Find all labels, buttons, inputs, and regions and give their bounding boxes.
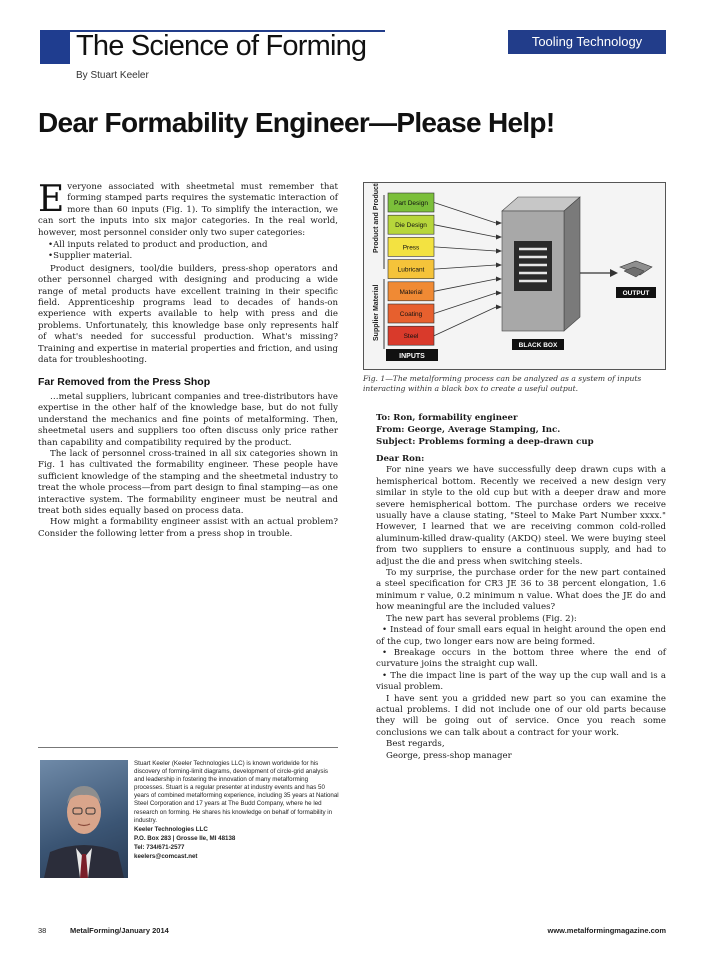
bio-text: Stuart Keeler (Keeler Technologies LLC) is known worldwide for his discovery of forming-limit diagrams, development of circle-grid analysis and leadership in fostering the innovation of many metalforming processes. Stuart is a regular presenter at industry events and has 50 years of combined metalforming experience, including 35 years at National Steel Corporation and 17 years at The Budd Company, where he led research on forming. He shares his knowledge on behalf of formability in industry.	[134, 760, 339, 824]
input-arrowhead	[496, 249, 502, 254]
inputs-label: INPUTS	[399, 353, 425, 360]
input-box-label: Coating	[399, 311, 423, 318]
page-number: 38	[38, 926, 47, 935]
figure-1	[363, 182, 666, 370]
header-color-block	[40, 30, 70, 64]
dropcap: E	[38, 179, 65, 220]
group-label-product: Product and Production	[373, 183, 380, 253]
input-connector	[434, 279, 496, 291]
letter-bullet: • The die impact line is part of the way up the cup wall and is a visual problem.	[376, 670, 666, 693]
bio-email: keelers@comcast.net	[134, 853, 198, 861]
input-box-label: Die Design	[395, 222, 427, 230]
letter-paragraph: For nine years we have successfully deep drawn cups with a hemispherical bottom. Recently we received a new design very similar in style to the old cup but with a deeper draw and more severe hemispherical bottom. The purchase orders we receive usually have a clause stating, "Steel to Make Part Number xxxx." However, I learned that we are receiving common cold-rolled aluminum-killed draw-quality (AKDQ) steel. We were buying steel from two suppliers to ensure a continuous supply, and had to adjust the die and press when switching steels.	[376, 465, 666, 567]
section-title: The Science of Forming	[76, 30, 367, 62]
letter-paragraph: The new part has several problems (Fig. 2):	[386, 613, 577, 624]
body-paragraph: The lack of personnel cross-trained in all six categories shown in Fig. 1 has cultivated the formability engineer. These people have sufficient knowledge of the stamping and the sheetmetal industry to treat the whole process—from part design to final stamping—as one interactive system. The formability engineer must be neutral and treat both sides equally based on process data.	[38, 448, 338, 516]
body-paragraph: How might a formability engineer assist with an actual problem? Consider the following letter from a press shop in trouble.	[38, 517, 338, 539]
author-photo	[40, 760, 128, 878]
bullet-item: • All inputs related to product and production, and	[48, 240, 338, 251]
bio-divider	[38, 747, 338, 748]
memo-header	[376, 412, 666, 448]
bio-phone: Tel: 734/671-2577	[134, 843, 185, 851]
letter-bullet: • Breakage occurs in the bottom three where the end of curvature joins the straight cup wall.	[376, 647, 666, 670]
input-arrowhead	[496, 291, 502, 296]
input-connector	[434, 203, 496, 224]
input-connector	[434, 247, 496, 251]
figure-caption: Fig. 1—The metalforming process can be analyzed as a system of inputs interacting within a black box to create a useful output.	[363, 374, 642, 393]
letter-paragraph: To my surprise, the purchase order for the new part contained a steel specification for CR3 JE 36 to 38 percent elongation, 1.6 minimum r value, 0.2 minimum n value. What does the JE do and how meaningful are the included values?	[376, 568, 666, 613]
figure-diagram	[364, 183, 665, 369]
letter-paragraph: I have sent you a gridded new part so you can examine the actual problems. I did not include one of our old parts because they will be going out of service. Once you reach some conclusions we can talk about a contract for your work.	[376, 693, 666, 738]
right-column	[376, 412, 666, 762]
bullet-item: • Supplier material.	[48, 251, 338, 262]
author-bio	[134, 760, 339, 861]
intro-text: veryone associated with sheetmetal must remember that forming stamped parts requires the systematic interaction of more than 60 inputs (Fig. 1). To simplify the interaction, we can sort the inputs into six major categories. In the real world, however, most personnel consider only two super categories:	[38, 182, 338, 238]
input-connector	[434, 265, 496, 269]
section-tag: Tooling Technology	[508, 30, 666, 54]
input-box-label: Lubricant	[397, 266, 425, 274]
left-column	[38, 179, 338, 540]
memo-from: From: George, Average Stamping, Inc.	[376, 425, 561, 435]
memo-subject: Subject: Problems forming a deep-drawn cup	[376, 437, 594, 447]
body-paragraph: Product designers, tool/die builders, press-shop operators and other personnel charged with designing and producing a wide range of metal products have excellent training in their specific field. Apprenticeship programs lead to decades of hands-on experience with experts available to help with press and die problems. Unfortunately, this knowledge base only represents half of what's needed for successful production. What's missing? Training and expertise in material properties and friction, and using data for troubleshooting.	[38, 263, 338, 366]
input-box-label: Steel	[403, 333, 419, 341]
input-connector	[434, 293, 496, 314]
signature: George, press-shop manager	[386, 750, 512, 761]
bio-company: Keeler Technologies LLC	[134, 825, 208, 833]
byline: By Stuart Keeler	[76, 70, 149, 81]
footer-magazine: MetalForming/January 2014	[70, 926, 169, 935]
author-portrait-icon	[40, 760, 128, 878]
black-box-side	[564, 197, 580, 331]
input-arrowhead	[496, 277, 502, 282]
closing: Best regards,	[386, 739, 445, 750]
input-box-label: Press	[402, 244, 420, 252]
memo-to: To: Ron, formability engineer	[376, 413, 518, 423]
bullet-list	[48, 240, 338, 263]
input-connector	[434, 225, 496, 237]
input-arrowhead	[496, 263, 502, 268]
subhead: Far Removed from the Press Shop	[38, 375, 211, 388]
intro-paragraph	[38, 179, 338, 239]
input-arrowhead	[496, 235, 502, 240]
salutation: Dear Ron:	[376, 454, 425, 464]
body-paragraph: …metal suppliers, lubricant companies and tree-distributors have expertise in the other half of the knowledge base, but do not fully understand the mechanics and fine points of metalforming. Then, sheetmetal users and suppliers too often discuss only price rather than capability and compatibility required by the product.	[38, 391, 338, 448]
letter-bullet: • Instead of four small ears equal in height around the open end of the cup, two longer ears now are being formed.	[376, 625, 666, 647]
group-label-supplier: Supplier Material	[373, 284, 380, 341]
footer-website: www.metalformingmagazine.com	[547, 926, 666, 935]
black-box-label: BLACK BOX	[518, 342, 558, 349]
input-box-label: Material	[399, 288, 423, 296]
output-label: OUTPUT	[622, 290, 650, 297]
input-arrowhead	[496, 305, 502, 310]
input-box-label: Part Design	[394, 200, 428, 207]
article-headline: Dear Formability Engineer—Please Help!	[38, 107, 555, 138]
input-arrowhead	[496, 221, 502, 226]
input-connector	[434, 307, 496, 336]
bio-address: P.O. Box 283 | Grosse Ile, MI 48138	[134, 834, 236, 842]
